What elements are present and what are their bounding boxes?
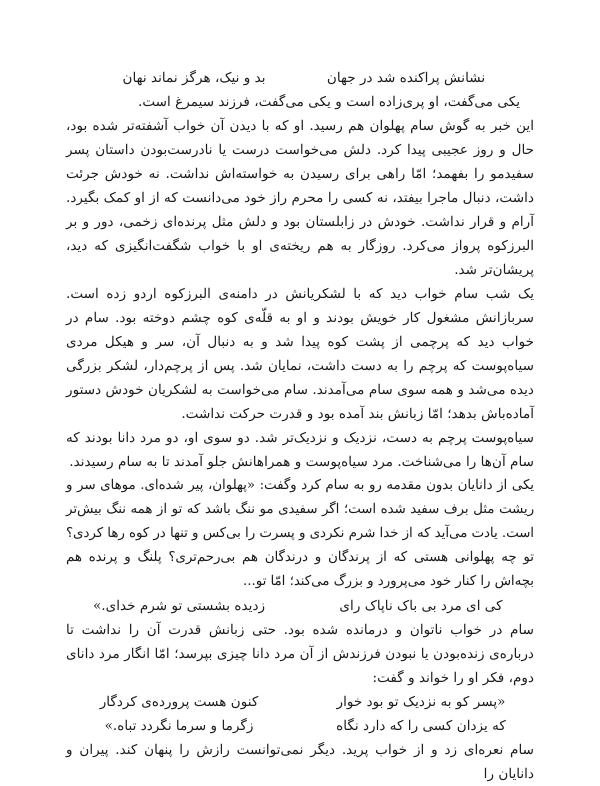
poem-couplet-opening: [66, 66, 534, 90]
paragraph-sam-wakes: سام نعره‌ای زد و از خواب پرید. دیگر نمی‌توانست رازش را پنهان کند. پیران و دانایان را: [66, 742, 534, 782]
hemistich-left: زدیده بشستی تو شرم خدای.»: [92, 598, 266, 614]
hemistich-left: زگرما و سرما نگردد تباه.»: [104, 718, 254, 734]
hemistich-right: «پسر کو به نزدیک تو بود خوار: [336, 694, 506, 710]
poem-couplet-rebuke: [66, 594, 534, 618]
poem-couplet-prophecy-2: [66, 714, 534, 738]
hemistich-left: بد و نیک، هرگز نماند نهان: [122, 70, 266, 86]
hemistich-right: که یزدان کسی را که دارد نگاه: [336, 718, 506, 734]
paragraph-wise-man-rebuke: یکی از دانایان بدون مقدمه رو به سام کرد وگفت: «پهلوان، پیر شده‌ای. موهای سر و ریشت مثل برف سفید شده است؛ اگر سفیدی مو ننگ باشد که تو از همه ننگ بیش‌تر است. یادت می‌آید که از خدا شرم نکردی و پسرت را بی‌کس و تنها در کوه رها کردی؟ تو چه پهلوانی هستی که از پرندگان و درندگان هم بی‌رحم‌تری؟ پلنگ و پرنده هم بچه‌اش را کنار خود می‌پرورد و بزرگ می‌کند؛ امّا تو...: [65, 478, 534, 589]
hemistich-left: کنون هست پرورده‌ی کردگار: [99, 694, 259, 710]
paragraph-sam-dream: یک شب سام خواب دید که با لشکریانش در دامنه‌ی البرزکوه اردو زده است. سربازانش مشغول کار خویش بودند و او به قلّه‌ی کوه چشم دوخته بود. سام در خواب دید که پرچمی از پشت کوه پیدا شد و به دنبال آن، سر و هیکل مردی سیاه‌پوست که پرچم را به دست داشت، نمایان شد. پس از پرچم‌دار، لشکر بزرگی دیده می‌شد و همه سوی سام می‌آمدند. سام می‌خواست به لشکریان خودش دستور آماده‌باش بدهد؛ امّا زبانش بند آمده بود و قدرت حرکت نداشت.: [66, 286, 534, 422]
poem-couplet-prophecy-1: [66, 690, 534, 714]
paragraph-sam-hears: این خبر به گوش سام پهلوان هم رسید. او که با دیدن آن خواب آشفته‌تر شده بود، حال و روز عجیبی پیدا کرد. دلش می‌خواست درست یا نادرست‌بودن داستان پسر سفیدمو را بفهمد؛ امّا راهی برای رسیدن به خواسته‌اش نداشت. نه خودش جرئت داشت، دنبال ماجرا بیفتد، نه کسی را محرم راز خود می‌دانست که از او کمک بگیرد. آرام و قرار نداشت. خودش در زابلستان بود و دلش مثل پرنده‌ای زخمی، دور و بر البرزکوه پرواز می‌کرد. روزگار به هم ریخته‌ی او با خواب شگفت‌انگیزی که دید، پریشان‌تر شد.: [66, 118, 534, 278]
hemistich-right: کی ای مرد بی باک ناپاک رای: [339, 598, 503, 614]
paragraph-rumor: یکی می‌گفت، او پری‌زاده است و یکی می‌گفت، فرزند سیمرغ است.: [138, 94, 520, 110]
hemistich-right: نشانش پراکنده شد در جهان: [326, 70, 486, 86]
paragraph-flag-bearer: سیاه‌پوست پرچم به دست، نزدیک و نزدیک‌تر شد. دو سوی او، دو مرد دانا بودند که سام آن‌ها را می‌شناخت. مرد سیاه‌پوست و همراهانش جلو آمدند تا به سام رسیدند.: [66, 430, 534, 470]
paragraph-sam-helpless: سام در خواب ناتوان و درمانده شده بود. حتی زبانش قدرت آن را نداشت تا درباره‌ی زنده‌بودن یا نبودن فرزندش از آن مرد دانا چیزی بپرسد؛ امّا انگار مرد دانای دوم، فکر او را خواند و گفت:: [66, 622, 534, 686]
